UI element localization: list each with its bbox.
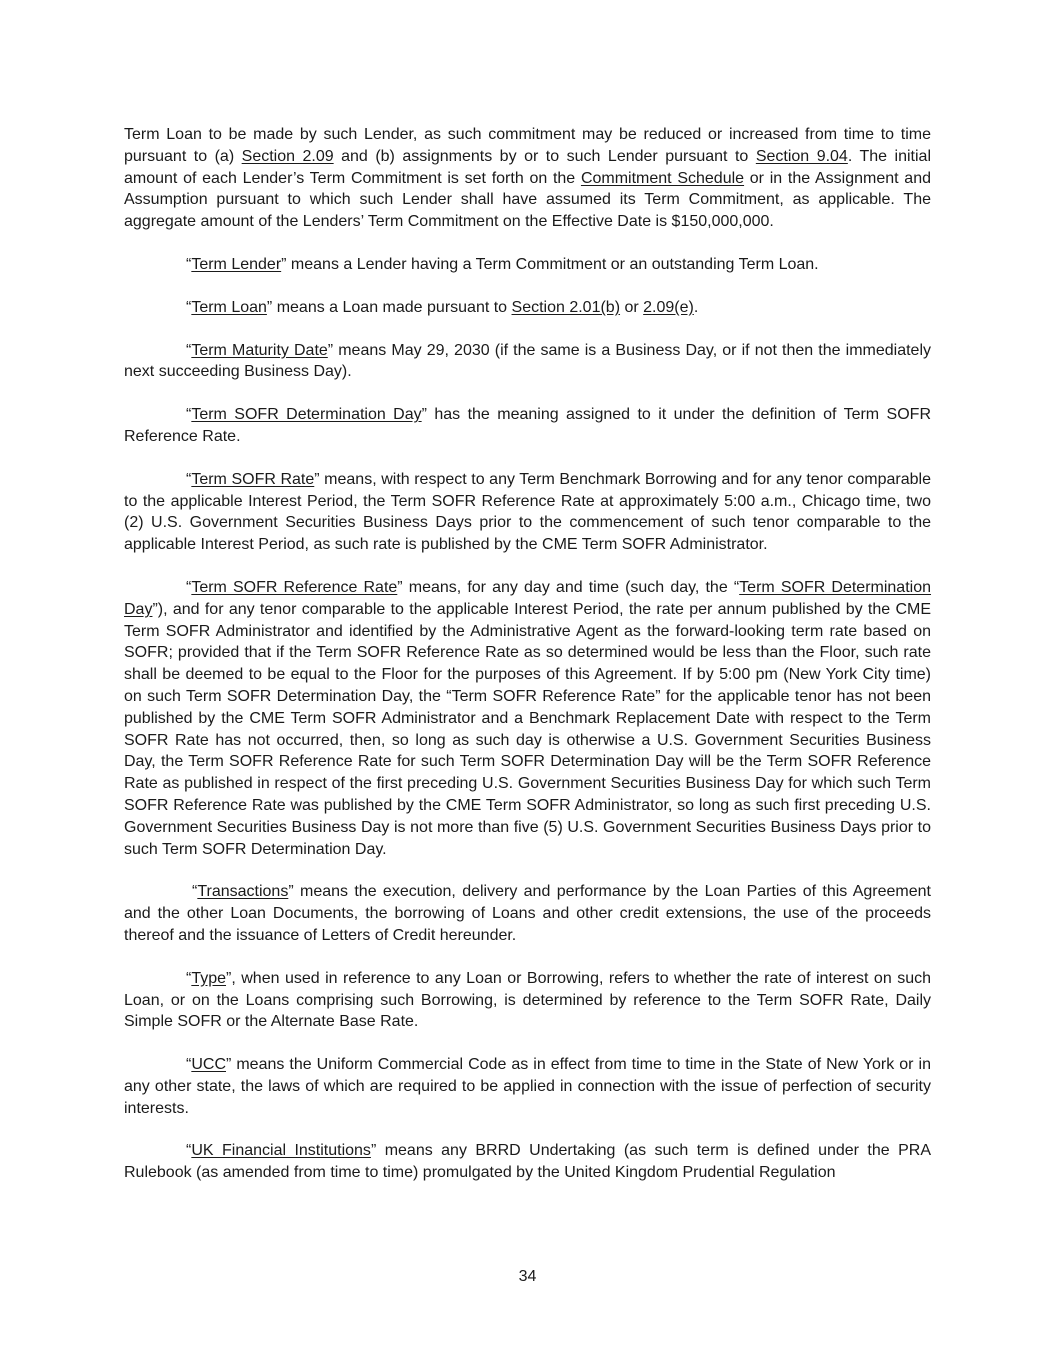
defined-term-reference: Transactions: [197, 883, 289, 901]
defined-term-reference: Term SOFR Determination Day: [191, 406, 422, 424]
definition-transactions: [124, 881, 931, 946]
definition-ucc: [124, 1054, 931, 1119]
text-segment: ” means a Loan made pursuant to: [266, 298, 512, 316]
text-segment: . The initial amount of each Lender’s Term Commitment is set forth on the: [124, 147, 931, 187]
definition-term-sofr-determination-day: [124, 404, 931, 448]
definition-term-sofr-reference-rate: [124, 577, 931, 860]
text-segment: “: [186, 406, 192, 424]
paragraph-term-commitment-continued: [124, 124, 931, 233]
defined-term-reference: Term SOFR Reference Rate: [191, 578, 398, 596]
text-segment: “: [186, 470, 192, 488]
text-segment: or in the Assignment and Assumption pursuant to which such Lender shall have assumed its Term Commitment, as applicable. The aggregate amount of the Lenders’ Term Commitment on the Effective Date is $150,000,000.: [124, 169, 932, 231]
defined-term-reference: Term Loan: [191, 298, 267, 316]
defined-term-reference: Section 2.09: [241, 147, 334, 165]
definition-term-maturity-date: [124, 340, 931, 384]
text-segment: “: [186, 298, 192, 316]
text-segment: ”), and for any tenor comparable to the applicable Interest Period, the rate per annum published by the CME Term SOFR Administrator and identified by the Administrative Agent as the forward-looking term rate based on SOFR; provided that if the Term SOFR Reference Rate as so determined would be less than the Floor, such rate shall be deemed to be equal to the Floor for the purposes of this Agreement. If by 5:00 pm (New York City time) on such Term SOFR Determination Day, the “Term SOFR Reference Rate” for the applicable tenor has not been published by the CME Term SOFR Administrator and a Benchmark Replacement Date with respect to the Term SOFR Rate has not occurred, then, so long as such day is otherwise a U.S. Government Securities Business Day, the Term SOFR Reference Rate for such Term SOFR Determination Day will be the Term SOFR Reference Rate as published in respect of the first preceding U.S. Government Securities Business Day for which such Term SOFR Reference Rate was published by the CME Term SOFR Administrator, so long as such first preceding U.S. Government Securities Business Day is not more than five (5) U.S. Government Securities Business Days prior to such Term SOFR Determination Day.: [124, 600, 931, 858]
text-segment: ” means, with respect to any Term Benchmark Borrowing and for any tenor comparable to the applicable Interest Period, the Term SOFR Reference Rate at approximately 5:00 a.m., Chicago time, two (2) U.S. Government Securities Business Days prior to the commencement of such tenor comparable to the applicable Interest Period, as such rate is published by the CME Term SOFR Administrator.: [124, 470, 931, 554]
text-segment: “: [186, 1142, 192, 1160]
text-segment: ” means any BRRD Undertaking (as such term is defined under the PRA Rulebook (as amended from time to time) promulgated by the United Kingdom Prudential Regulation: [124, 1142, 931, 1182]
defined-term-reference: Commitment Schedule: [580, 169, 745, 187]
defined-term-reference: Term SOFR Rate: [191, 470, 315, 488]
text-segment: ” has the meaning assigned to it under the definition of Term SOFR Reference Rate.: [124, 406, 931, 445]
defined-term-reference: Term Lender: [191, 255, 282, 273]
text-segment: “: [186, 969, 192, 987]
text-segment: ”, when used in reference to any Loan or Borrowing, refers to whether the rate of interest on such Loan, or on the Loans comprising such Borrowing, is determined by reference to the Term SOFR Rate, Daily Simple SOFR or the Alternate Base Rate.: [124, 969, 931, 1031]
text-segment: ” means the execution, delivery and performance by the Loan Parties of this Agreement and the other Loan Documents, the borrowing of Loans and other credit extensions, the use of the proceeds thereof and the issuance of Letters of Credit hereunder.: [124, 883, 931, 944]
defined-term-reference: UK Financial Institutions: [191, 1142, 371, 1160]
definition-uk-financial-institutions: [124, 1140, 931, 1184]
text-segment: “: [186, 341, 192, 359]
defined-term-reference: Term SOFR Determination Day: [124, 578, 932, 618]
defined-term-reference: Type: [191, 969, 227, 987]
text-segment: ” means May 29, 2030 (if the same is a Business Day, or if not then the immediately next succeeding Business Day).: [124, 341, 931, 381]
defined-term-reference: Term Maturity Date: [191, 341, 328, 359]
definition-term-lender: [124, 254, 931, 276]
definition-type: [124, 968, 931, 1033]
text-segment: ” means, for any day and time (such day, the “: [397, 578, 740, 596]
definition-term-sofr-rate: [124, 469, 931, 556]
text-segment: and (b) assignments by or to such Lender pursuant to: [333, 147, 756, 165]
defined-term-reference: Section 9.04: [755, 147, 848, 165]
text-segment: “: [192, 883, 198, 901]
text-segment: ” means a Lender having a Term Commitment or an outstanding Term Loan.: [281, 255, 819, 273]
document-page: [124, 124, 931, 1205]
text-segment: ” means the Uniform Commercial Code as in effect from time to time in the State of New York or in any other state, the laws of which are required to be applied in connection with the issue of perfection of security interests.: [124, 1056, 931, 1117]
defined-term-reference: Section 2.01(b): [511, 298, 621, 316]
text-segment: Term Loan to be made by such Lender, as such commitment may be reduced or increased from time to time pursuant to (a): [124, 126, 931, 165]
text-segment: “: [186, 255, 192, 273]
text-segment: “: [186, 578, 192, 596]
defined-term-reference: 2.09(e): [643, 298, 694, 316]
text-segment: or: [620, 298, 644, 316]
defined-term-reference: UCC: [191, 1056, 226, 1074]
text-segment: “: [186, 1056, 192, 1074]
definition-term-loan: [124, 297, 931, 319]
page-number: 34: [518, 1268, 537, 1285]
text-segment: .: [693, 298, 699, 316]
